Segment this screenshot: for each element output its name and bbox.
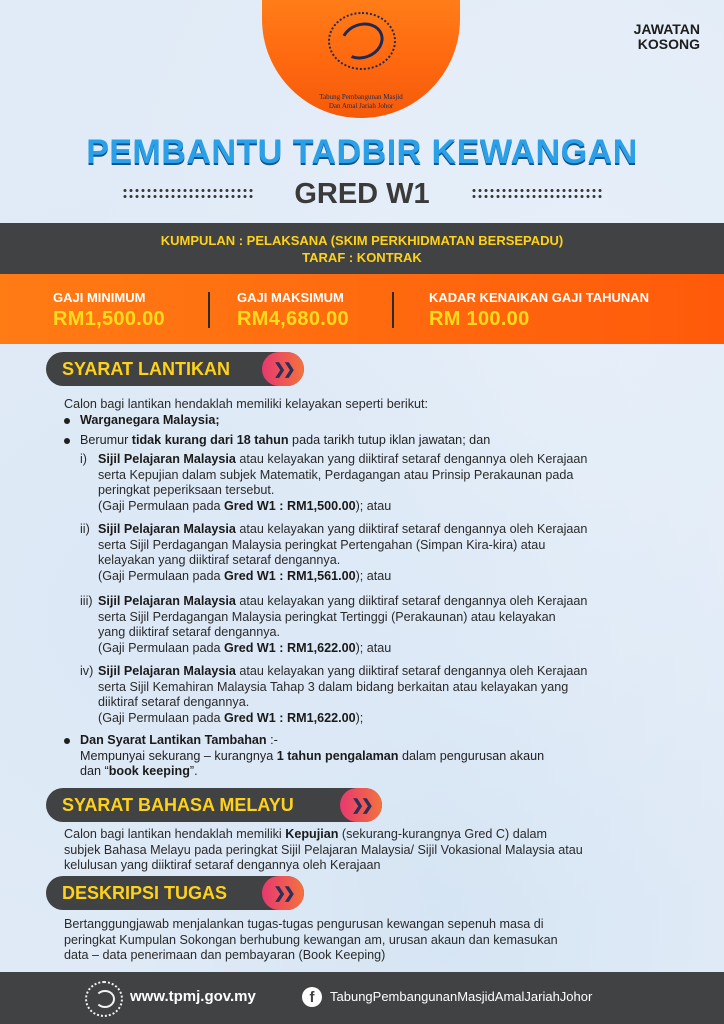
bullet-bold: tidak kurang dari 18 tahun	[131, 433, 289, 447]
section-title: DESKRIPSI TUGAS	[62, 882, 228, 903]
option-text: serta Sijil Perdagangan Malaysia peringkat Tertinggi (Perakaunan) atau kelayakan	[98, 609, 556, 624]
salary-min	[53, 290, 165, 331]
salary-min-value: RM1,500.00	[53, 308, 165, 330]
calligraphy-emblem-icon	[328, 12, 396, 70]
deskripsi-line: Bertanggungjawab menjalankan tugas-tugas pengurusan kewangan sepenuh masa di	[64, 917, 544, 931]
bullet-text: pada tarikh tutup iklan jawatan; dan	[288, 433, 491, 447]
logo-caption-line1: Tabung Pembangunan Masjid	[319, 93, 403, 101]
salary-divider	[392, 292, 394, 328]
grade-title: GRED W1	[294, 178, 430, 210]
tambahan-bold: Dan Syarat Lantikan Tambahan	[80, 733, 267, 747]
bullet-bold: Warganegara Malaysia;	[80, 413, 220, 427]
jawatan-kosong-label	[634, 22, 700, 52]
tambahan-text: ”.	[189, 764, 198, 778]
tambahan-text: :-	[266, 733, 278, 747]
taraf-text: TARAF : KONTRAK	[302, 250, 422, 265]
salary-increment	[429, 290, 649, 331]
option-gaji: (Gaji Permulaan pada	[98, 640, 225, 655]
bahasa-bold: Kepujian	[285, 827, 339, 841]
option-gaji: (Gaji Permulaan pada	[98, 710, 225, 725]
bullet-icon	[64, 438, 70, 444]
tambahan-bold: 1 tahun pengalaman	[276, 748, 399, 763]
bahasa-line: (sekurang-kurangnya Gred C) dalam	[338, 827, 547, 841]
facebook-page-link[interactable]: TabungPembangunanMasjidAmalJariahJohor	[330, 989, 593, 1004]
option-number: iv)	[80, 664, 94, 678]
salary-increment-value: RM 100.00	[429, 308, 530, 330]
option-gaji: ); atau	[355, 498, 392, 513]
option-bold: Sijil Pelajaran Malaysia	[98, 594, 236, 608]
facebook-icon[interactable]: f	[302, 987, 322, 1007]
bullet-icon	[64, 418, 70, 424]
calligraphy-emblem-icon	[85, 981, 123, 1017]
logo-badge	[262, 0, 460, 118]
bahasa-text	[64, 827, 704, 874]
salary-increment-label: KADAR KENAIKAN GAJI TAHUNAN	[429, 290, 650, 305]
option-gaji-bold: Gred W1 : RM1,622.00	[224, 710, 356, 725]
list-item	[64, 733, 544, 780]
double-chevron-right-icon: ❯❯	[340, 788, 382, 822]
option-text: serta Sijil Perdagangan Malaysia peringkat Pertengahan (Simpan Kira-kira) atau	[98, 537, 546, 552]
section-title: SYARAT BAHASA MELAYU	[62, 794, 294, 815]
option-text: diiktiraf setaraf dengannya.	[98, 695, 250, 709]
option-gaji: (Gaji Permulaan pada	[98, 568, 225, 583]
option-text: atau kelayakan yang diiktiraf setaraf dengannya oleh Kerajaan	[235, 452, 588, 466]
tambahan-bold: book keeping	[108, 764, 190, 778]
option-number: ii)	[80, 522, 90, 536]
tambahan-text: dalam pengurusan akaun	[398, 748, 545, 763]
option-gaji: );	[355, 710, 364, 725]
section-header-deskripsi	[46, 876, 304, 910]
option-gaji-bold: Gred W1 : RM1,622.00	[224, 640, 356, 655]
logo-caption-line2: Dan Amal Jariah Johor	[328, 102, 394, 110]
option-text: atau kelayakan yang diiktiraf setaraf dengannya oleh Kerajaan	[235, 594, 588, 608]
footer	[0, 972, 724, 1024]
option-text: atau kelayakan yang diiktiraf setaraf dengannya oleh Kerajaan	[235, 522, 588, 536]
salary-max	[237, 290, 349, 331]
intro-text: Calon bagi lantikan hendaklah memiliki kelayakan seperti berikut:	[64, 397, 429, 411]
option-gaji-bold: Gred W1 : RM1,500.00	[224, 498, 356, 513]
salary-divider	[208, 292, 210, 328]
option-text: atau kelayakan yang diiktiraf setaraf dengannya oleh Kerajaan	[235, 664, 588, 678]
tambahan-text: Mempunyai sekurang – kurangnya	[80, 748, 277, 763]
bahasa-line: subjek Bahasa Melayu pada peringkat Sijil Pelajaran Malaysia/ Sijil Vokasional Malaysia atau	[64, 842, 583, 857]
bahasa-line: Calon bagi lantikan hendaklah memiliki	[64, 827, 286, 841]
double-chevron-right-icon: ❯❯	[262, 352, 304, 386]
kumpulan-text: KUMPULAN : PELAKSANA (SKIM PERKHIDMATAN BERSEPADU)	[160, 233, 564, 248]
jawatan-line1: JAWATAN	[633, 21, 700, 37]
info-band	[0, 223, 724, 274]
option-gaji: ); atau	[355, 568, 392, 583]
option-text: kelayakan yang diiktiraf setaraf dengannya.	[98, 553, 341, 567]
bullet-text: Berumur	[80, 433, 132, 447]
qualification-option	[80, 522, 700, 584]
salary-max-label: GAJI MAKSIMUM	[237, 290, 344, 305]
option-gaji: ); atau	[355, 640, 392, 655]
option-number: i)	[80, 452, 87, 466]
option-number: iii)	[80, 594, 93, 608]
salary-band	[0, 274, 724, 344]
section-header-syarat-lantikan	[46, 352, 304, 386]
option-bold: Sijil Pelajaran Malaysia	[98, 522, 236, 536]
salary-min-label: GAJI MINIMUM	[53, 290, 146, 305]
list-item	[64, 433, 490, 449]
qualification-option	[80, 594, 700, 656]
section-title: SYARAT LANTIKAN	[62, 358, 231, 379]
option-bold: Sijil Pelajaran Malaysia	[98, 452, 236, 466]
section-header-syarat-bahasa	[46, 788, 382, 822]
bahasa-line: kelulusan yang diiktiraf setaraf dengannya oleh Kerajaan	[64, 858, 381, 872]
option-gaji-bold: Gred W1 : RM1,561.00	[224, 568, 356, 583]
option-text: yang diiktiraf setaraf dengannya.	[98, 625, 281, 639]
deskripsi-text	[64, 917, 704, 964]
qualification-option	[80, 664, 700, 726]
deskripsi-line: data – data penerimaan dan pembayaran (Book Keeping)	[64, 948, 386, 962]
tambahan-text: dan “	[80, 764, 109, 778]
page-title: PEMBANTU TADBIR KEWANGAN	[86, 133, 638, 171]
option-text: serta Kepujian dalam subjek Matematik, Perdagangan atau Prinsip Perakaunan pada	[98, 467, 574, 482]
bullet-icon	[64, 738, 70, 744]
option-text: peringkat peperiksaan tersebut.	[98, 483, 275, 497]
list-item	[64, 413, 220, 429]
double-chevron-right-icon: ❯❯	[262, 876, 304, 910]
option-bold: Sijil Pelajaran Malaysia	[98, 664, 236, 678]
salary-max-value: RM4,680.00	[237, 308, 349, 330]
deskripsi-line: peringkat Kumpulan Sokongan berhubung kewangan am, urusan akaun dan kemasukan	[64, 932, 558, 947]
dotted-divider-right	[471, 186, 603, 200]
jawatan-line2: KOSONG	[637, 36, 700, 52]
qualification-option	[80, 452, 700, 514]
option-text: serta Sijil Kemahiran Malaysia Tahap 3 dalam bidang berkaitan atau kelayakan yang	[98, 679, 569, 694]
website-link[interactable]: www.tpmj.gov.my	[130, 988, 256, 1005]
option-gaji: (Gaji Permulaan pada	[98, 498, 225, 513]
